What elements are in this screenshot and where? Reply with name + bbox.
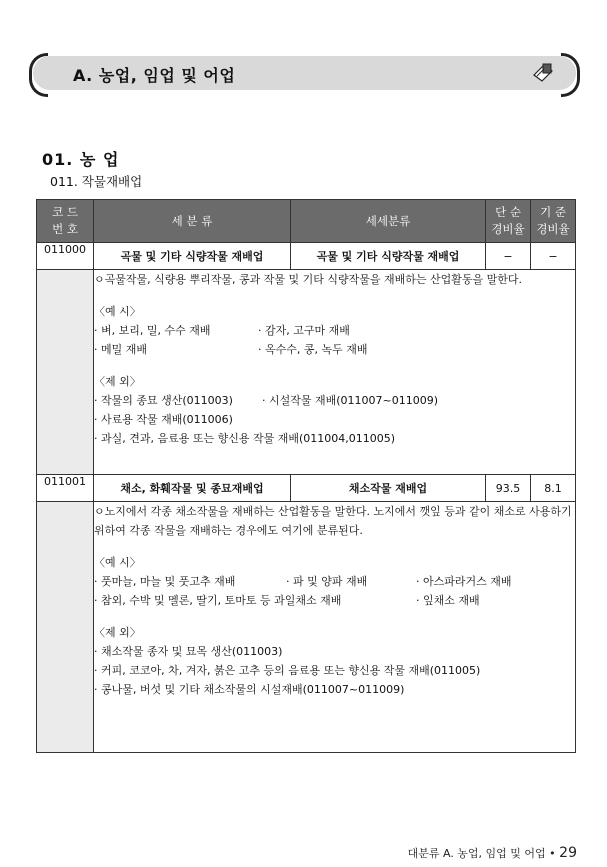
examples-line [94, 321, 575, 340]
header-subsubclass: 세세분류 [291, 200, 486, 243]
header-standard-rate: 기 준 경비율 [531, 200, 576, 243]
exclusion-item: · 과실, 견과, 음료용 또는 향신용 작물 재배(011004,011005) [94, 432, 396, 445]
exclusion-item: · 채소작물 종자 및 묘목 생산(011003) [94, 645, 283, 658]
code-cell: 011000 [37, 243, 94, 270]
description-cell [94, 502, 576, 753]
section-title: 01. 농 업 [42, 150, 120, 169]
exclusion-item: · 커피, 코코아, 차, 겨자, 붉은 고추 등의 음료용 또는 향신용 작물 재배(011005) [94, 664, 481, 677]
examples-title: 〈예 시〉 [94, 305, 141, 318]
example-item: · 벼, 보리, 밀, 수수 재배 [94, 324, 211, 337]
examples-title: 〈예 시〉 [94, 556, 141, 569]
subclass-cell: 곡물 및 기타 식량작물 재배업 [94, 243, 291, 270]
subclass-cell: 채소, 화훼작물 및 종묘재배업 [94, 475, 291, 502]
subsection-title: 011. 작물재배업 [50, 174, 143, 189]
description-row [37, 270, 576, 475]
exclusions-title: 〈제 외〉 [94, 375, 141, 388]
simple-rate-cell: − [486, 243, 531, 270]
example-item: · 잎채소 재배 [416, 594, 480, 607]
section-banner [33, 56, 576, 90]
standard-rate-cell: 8.1 [531, 475, 576, 502]
examples-line [94, 591, 575, 610]
header-subclass: 세 분 류 [94, 200, 291, 243]
code-cell: 011001 [37, 475, 94, 502]
header-code: 코 드 번 호 [37, 200, 94, 243]
exclusions-title: 〈제 외〉 [94, 626, 141, 639]
classification-table [36, 199, 576, 753]
description-row [37, 502, 576, 753]
example-item: · 참외, 수박 및 멜론, 딸기, 토마토 등 과일채소 재배 [94, 594, 342, 607]
example-item: · 파 및 양파 재배 [286, 575, 368, 588]
simple-rate-cell: 93.5 [486, 475, 531, 502]
example-item: · 감자, 고구마 재배 [258, 324, 350, 337]
example-item: · 옥수수, 콩, 녹두 재배 [258, 343, 368, 356]
example-item: · 아스파라거스 재배 [416, 575, 512, 588]
table-row [37, 475, 576, 502]
subsubclass-cell: 채소작물 재배업 [291, 475, 486, 502]
banner-title: A. 농업, 임업 및 어업 [73, 66, 236, 85]
examples-line [94, 572, 575, 591]
examples-line [94, 340, 575, 359]
table-header-row [37, 200, 576, 243]
example-item: · 메밀 재배 [94, 343, 147, 356]
exclusion-item: · 시설작물 재배(011007~011009) [262, 394, 439, 407]
description-text: ㅇ곡물작물, 식량용 뿌리작물, 콩과 작물 및 기타 식량작물을 재배하는 산업활동을 말한다. [94, 273, 522, 286]
header-simple-rate: 단 순 경비율 [486, 200, 531, 243]
table-row [37, 243, 576, 270]
footer-text: 대분류 A. 농업, 임업 및 어업 • [407, 847, 556, 860]
exclusion-item: · 작물의 종묘 생산(011003) [94, 394, 233, 407]
page-number: 29 [559, 845, 577, 861]
standard-rate-cell: − [531, 243, 576, 270]
description-cell [94, 270, 576, 475]
description-text: ㅇ노지에서 각종 채소작물을 재배하는 산업활동을 말한다. 노지에서 깻잎 등과 같이 채소로 사용하기 위하여 각종 작물을 재배하는 경우에도 여기에 분류된다. [94, 505, 572, 537]
exclusions-line [94, 391, 575, 410]
exclusion-item: · 사료용 작물 재배(011006) [94, 413, 233, 426]
example-item: · 풋마늘, 마늘 및 풋고추 재배 [94, 575, 236, 588]
page-footer [408, 845, 577, 861]
subsubclass-cell: 곡물 및 기타 식량작물 재배업 [291, 243, 486, 270]
exclusion-item: · 콩나물, 버섯 및 기타 채소작물의 시설재배(011007~011009) [94, 683, 405, 696]
book-icon [532, 61, 554, 83]
